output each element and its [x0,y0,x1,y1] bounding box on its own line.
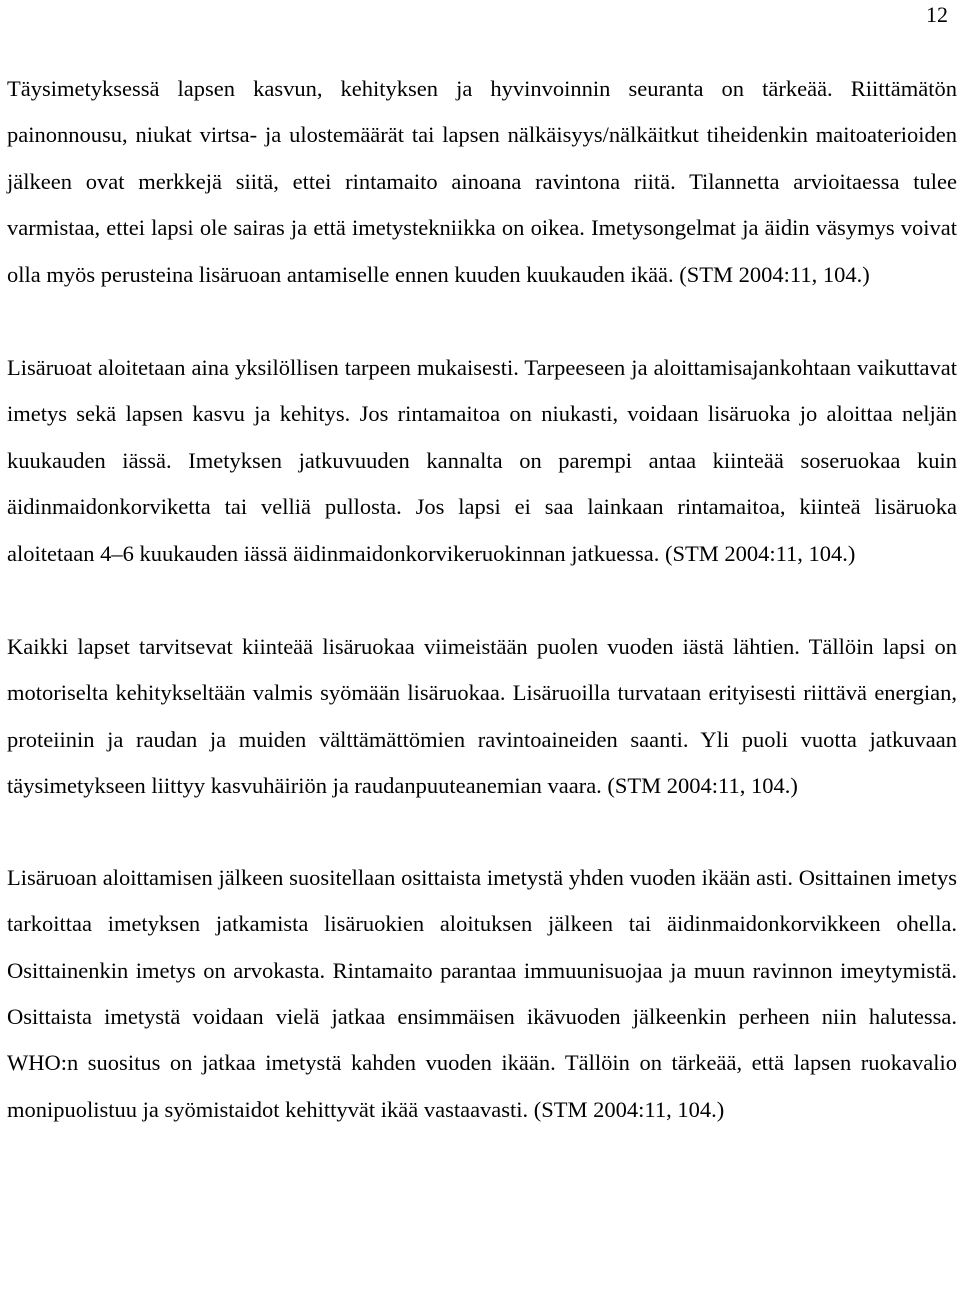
paragraph-spacer [7,298,957,345]
paragraph-spacer [7,577,957,624]
paragraph-starting-solids: Lisäruoat aloitetaan aina yksilöllisen tarpeen mukaisesti. Tarpeeseen ja aloittamisajankohtaan vaikuttavat imetys sekä lapsen kasvu ja kehitys. Jos rintamaitoa on niukasti, voidaan lisäruoka jo aloittaa neljän kuukauden iässä. Imetyksen jatkuvuuden kannalta on parempi antaa kiinteää soseruokaa kuin äidinmaidonkorviketta tai velliä pullosta. Jos lapsi ei saa lainkaan rintamaitoa, kiinteä lisäruoka aloitetaan 4–6 kuukauden iässä äidinmaidonkorvikeruokinnan jatkuessa. (STM 2004:11, 104.) [7,355,957,566]
page-number: 12 [926,2,948,27]
paragraph-solid-food-need: Kaikki lapset tarvitsevat kiinteää lisäruokaa viimeistään puolen vuoden iästä lähtien. Tällöin lapsi on motoriselta kehitykseltään valmis syömään lisäruokaa. Lisäruoilla turvataan erityisesti riittävä energian, proteiinin ja raudan ja muiden välttämättömien ravintoaineiden saanti. Yli puoli vuotta jatkuvaan täysimetykseen liittyy kasvuhäiriön ja raudanpuuteanemian vaara. (STM 2004:11, 104.) [7,634,957,799]
paragraph-partial-breastfeeding: Lisäruoan aloittamisen jälkeen suositellaan osittaista imetystä yhden vuoden ikään asti. Osittainen imetys tarkoittaa imetyksen jatkamista lisäruokien aloituksen jälkeen tai äidinmaidonkorvikkeen ohella. Osittainenkin imetys on arvokasta. Rintamaito parantaa immuunisuojaa ja muun ravinnon imeytymistä. Osittaista imetystä voidaan vielä jatkaa ensimmäisen ikävuoden jälkeenkin perheen niin halutessa. WHO:n suositus on jatkaa imetystä kahden vuoden ikään. Tällöin on tärkeää, että lapsen ruokavalio monipuolistuu ja syömistaidot kehittyvät ikää vastaavasti. (STM 2004:11, 104.) [7,864,957,1122]
document-body [7,66,957,1133]
paragraph-spacer [7,810,957,855]
paragraph-breastfeeding-monitoring: Täysimetyksessä lapsen kasvun, kehityksen ja hyvinvoinnin seuranta on tärkeää. Riittämätön painonnousu, niukat virtsa- ja ulostemäärät tai lapsen nälkäisyys/nälkäitkut tiheidenkin maitoaterioiden jälkeen ovat merkkejä siitä, ettei rintamaito ainoana ravintona riitä. Tilannetta arvioitaessa tulee varmistaa, ettei lapsi ole sairas ja että imetystekniikka on oikea. Imetysongelmat ja äidin väsymys voivat olla myös perusteina lisäruoan antamiselle ennen kuuden kuukauden ikää. (STM 2004:11, 104.) [7,76,957,287]
